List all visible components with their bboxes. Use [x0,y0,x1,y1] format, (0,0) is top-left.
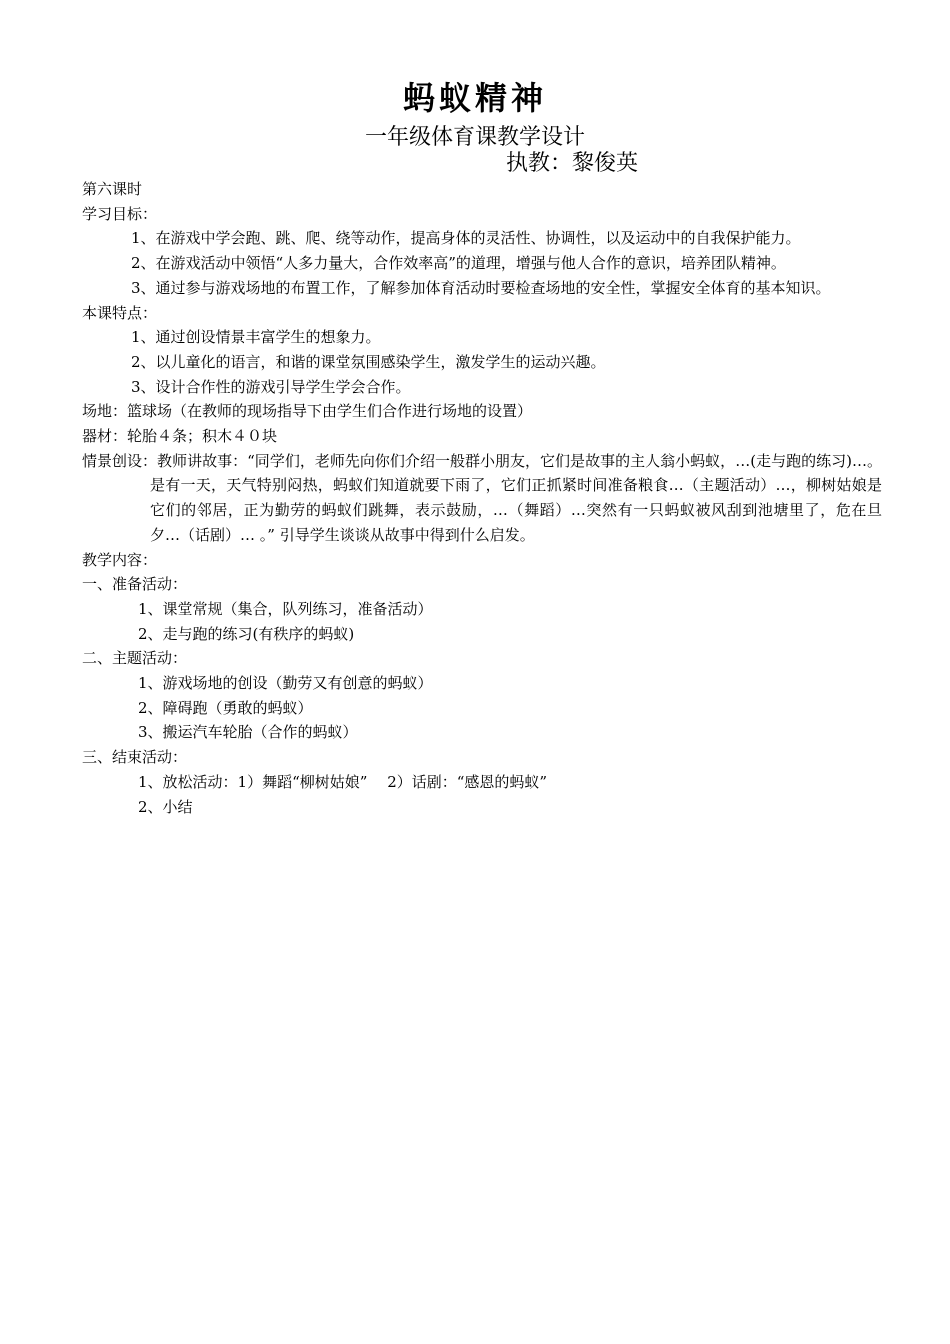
objective-item: 3、通过参与游戏场地的布置工作，了解参加体育活动时要检查场地的安全性，掌握安全体育的基本知识。 [131,278,831,297]
teacher-name: 执教：黎俊英 [506,151,639,176]
objective-item: 2、在游戏活动中领悟“人多力量大，合作效率高”的道理，增强与他人合作的意识，培养团队精神。 [131,254,786,273]
feature-item: 3、设计合作性的游戏引导学生学会合作。 [131,377,411,396]
section-item: 1、放松活动：1）舞蹈“柳树姑娘” 2）话剧：“感恩的蚂蚁” [138,772,548,791]
scenario: 情景创设：教师讲故事：“同学们，老师先向你们介绍一般群小朋友，它们是故事的主人翁小蚂蚁，…(走与跑的练习)…。是有一天，天气特别闷热，蚂蚁们知道就要下雨了，它们正抓紧时间准备粮食…（主题活动）…，柳树姑娘是它们的邻居，正为勤劳的蚂蚁们跳舞，表示鼓励，…（舞蹈）…突然有一只蚂蚁被风刮到池塘里了，危在旦夕…（话剧）… 。” 引导学生谈谈从故事中得到什么启发。 [82,451,882,544]
document-title: 蚂蚁精神 [402,79,547,117]
objective-item: 1、在游戏中学会跑、跳、爬、绕等动作，提高身体的灵活性、协调性，以及运动中的自我保护能力。 [131,229,801,248]
section-item: 1、课堂常规（集合，队列练习，准备活动） [138,599,433,618]
feature-item: 1、通过创设情景丰富学生的想象力。 [131,328,381,347]
section-item: 2、障碍跑（勇敢的蚂蚁） [138,698,313,717]
section-item: 2、走与跑的练习(有秩序的蚂蚁) [138,624,355,643]
lesson-number: 第六课时 [82,180,143,198]
objectives-heading: 学习目标： [82,204,158,223]
equipment: 器材：轮胎４条；积木４０块 [82,427,278,446]
section-heading: 三、结束活动： [82,748,188,767]
section-item: 1、游戏场地的创设（勤劳又有创意的蚂蚁） [138,674,433,693]
content-heading: 教学内容： [82,550,158,569]
section-item: 2、小结 [138,797,193,816]
feature-item: 2、以儿童化的语言，和谐的课堂氛围感染学生，激发学生的运动兴趣。 [131,352,606,371]
section-item: 3、搬运汽车轮胎（合作的蚂蚁） [138,723,358,742]
venue: 场地：篮球场（在教师的现场指导下由学生们合作进行场地的设置） [82,402,533,421]
document-subtitle: 一年级体育课教学设计 [364,125,585,150]
section-heading: 二、主题活动： [82,649,188,668]
features-heading: 本课特点： [82,303,158,322]
document-body [82,177,882,819]
section-heading: 一、准备活动： [82,575,188,594]
